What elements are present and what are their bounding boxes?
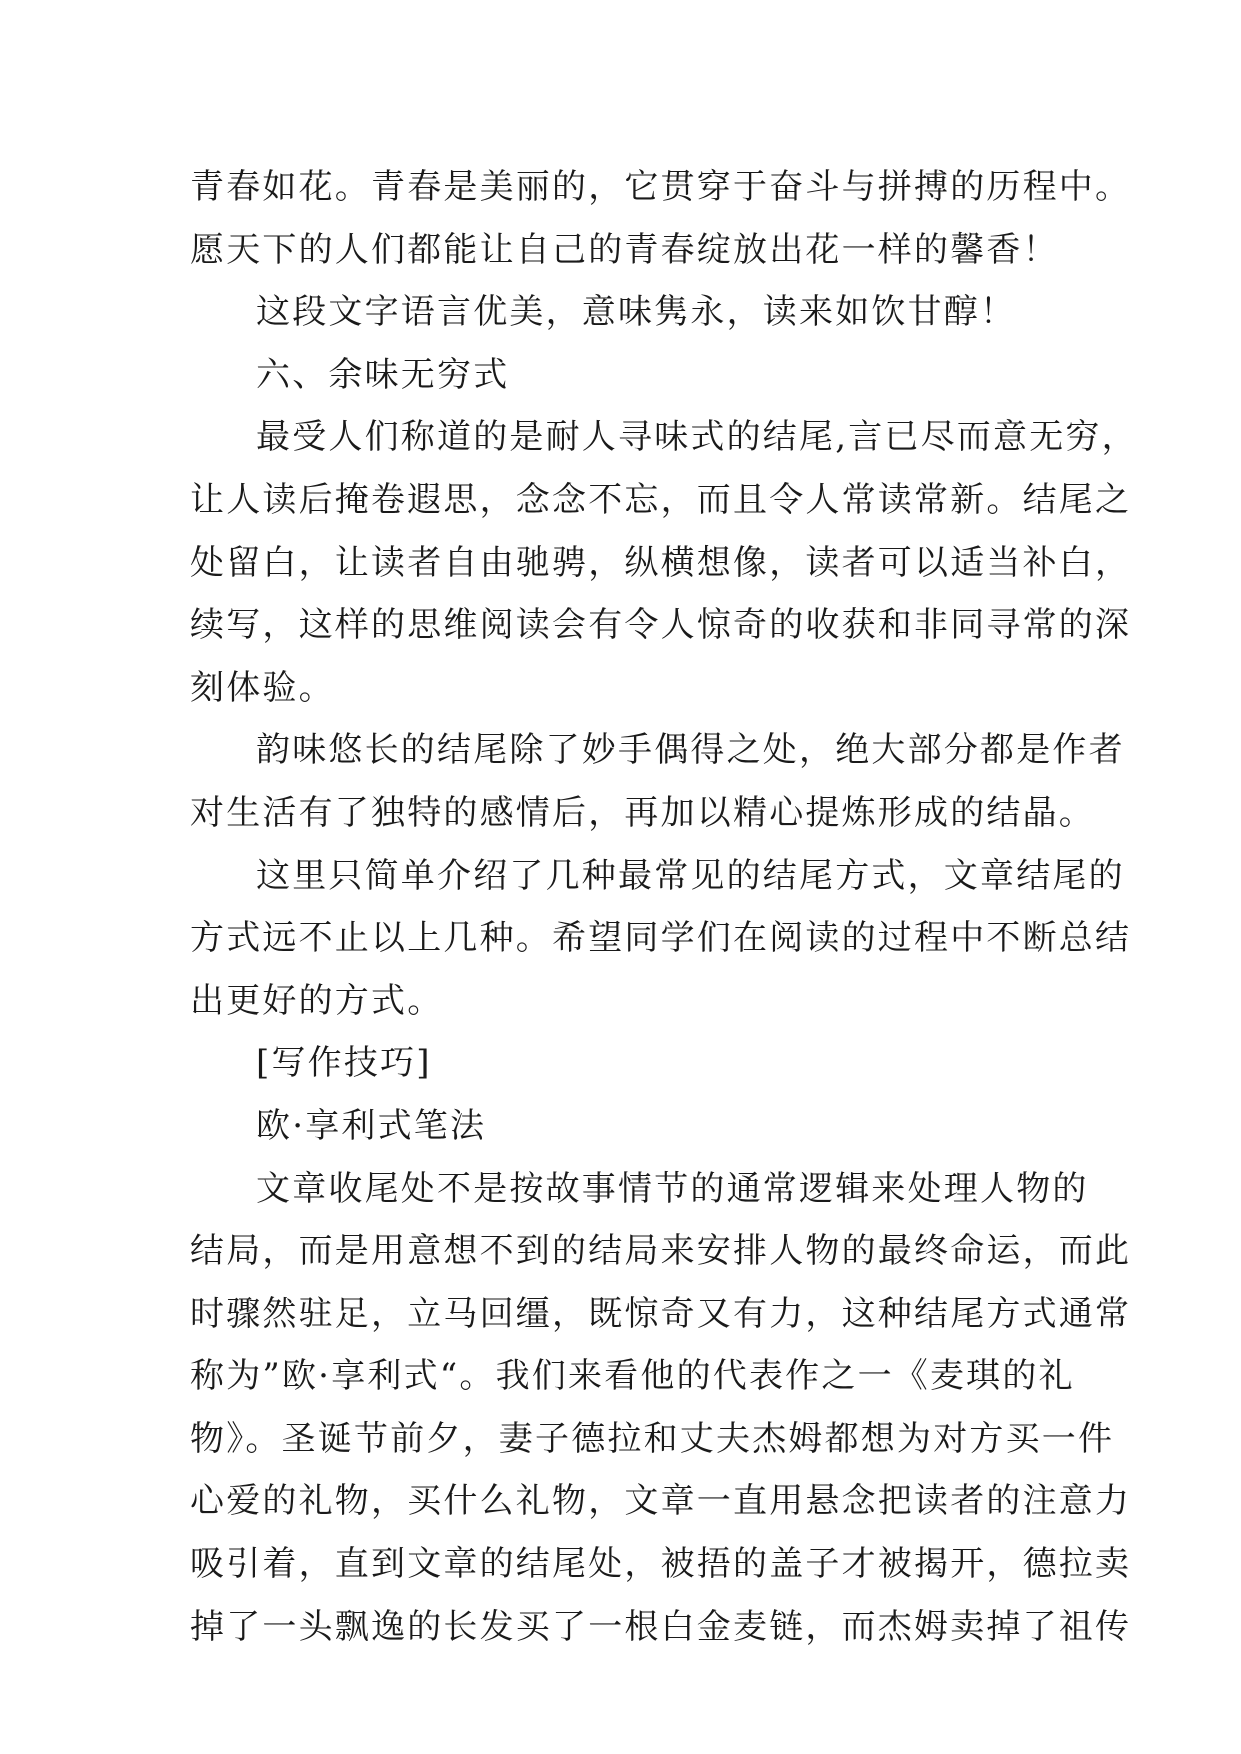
paragraph-line: 最受人们称道的是耐人寻味式的结尾,言已尽而意无穷， [256, 417, 1138, 458]
text-line: 结局，而是用意想不到的结局来安排人物的最终命运，而此 [190, 1231, 1132, 1272]
section-subheading: 欧·享利式笔法 [256, 1105, 487, 1146]
text-line: 续写，这样的思维阅读会有令人惊奇的收获和非同寻常的深 [190, 605, 1132, 646]
text-line: 方式远不止以上几种。希望同学们在阅读的过程中不断总结 [190, 918, 1132, 959]
document-body [190, 156, 1138, 1658]
section-heading: [写作技巧] [256, 1043, 432, 1084]
text-line: 让人读后掩卷遐思，念念不忘，而且令人常读常新。结尾之 [190, 479, 1132, 520]
paragraph-line: 韵味悠长的结尾除了妙手偶得之处，绝大部分都是作者 [256, 730, 1125, 771]
text-line: 时骤然驻足，立马回缰，既惊奇又有力，这种结尾方式通常 [190, 1293, 1132, 1334]
text-line: 处留白，让读者自由驰骋，纵横想像，读者可以适当补白， [190, 542, 1132, 583]
text-line: 出更好的方式。 [190, 980, 444, 1021]
paragraph-line: 这段文字语言优美，意味隽永，读来如饮甘醇！ [256, 292, 1017, 333]
section-heading: 六、余味无穷式 [256, 354, 510, 395]
text-line: 物》。圣诞节前夕，妻子德拉和丈夫杰姆都想为对方买一件 [190, 1418, 1115, 1459]
text-line: 青春如花。青春是美丽的，它贯穿于奋斗与拼搏的历程中。 [190, 167, 1132, 207]
text-line: 愿天下的人们都能让自己的青春绽放出花一样的馨香！ [190, 229, 1059, 270]
text-line: 吸引着，直到文章的结尾处，被捂的盖子才被揭开，德拉卖 [190, 1544, 1132, 1585]
text-line: 对生活有了独特的感情后，再加以精心提炼形成的结晶。 [190, 792, 1095, 833]
text-line: 心爱的礼物，买什么礼物，文章一直用悬念把读者的注意力 [190, 1481, 1132, 1522]
paragraph-line: 这里只简单介绍了几种最常见的结尾方式，文章结尾的 [256, 855, 1125, 896]
text-line: 称为”欧·享利式“。我们来看他的代表作之一《麦琪的礼 [190, 1356, 1075, 1397]
text-line: 刻体验。 [190, 667, 335, 708]
paragraph-line: 文章收尾处不是按故事情节的通常逻辑来处理人物的 [256, 1168, 1089, 1209]
text-line: 掉了一头飘逸的长发买了一根白金麦链，而杰姆卖掉了祖传 [190, 1606, 1132, 1647]
